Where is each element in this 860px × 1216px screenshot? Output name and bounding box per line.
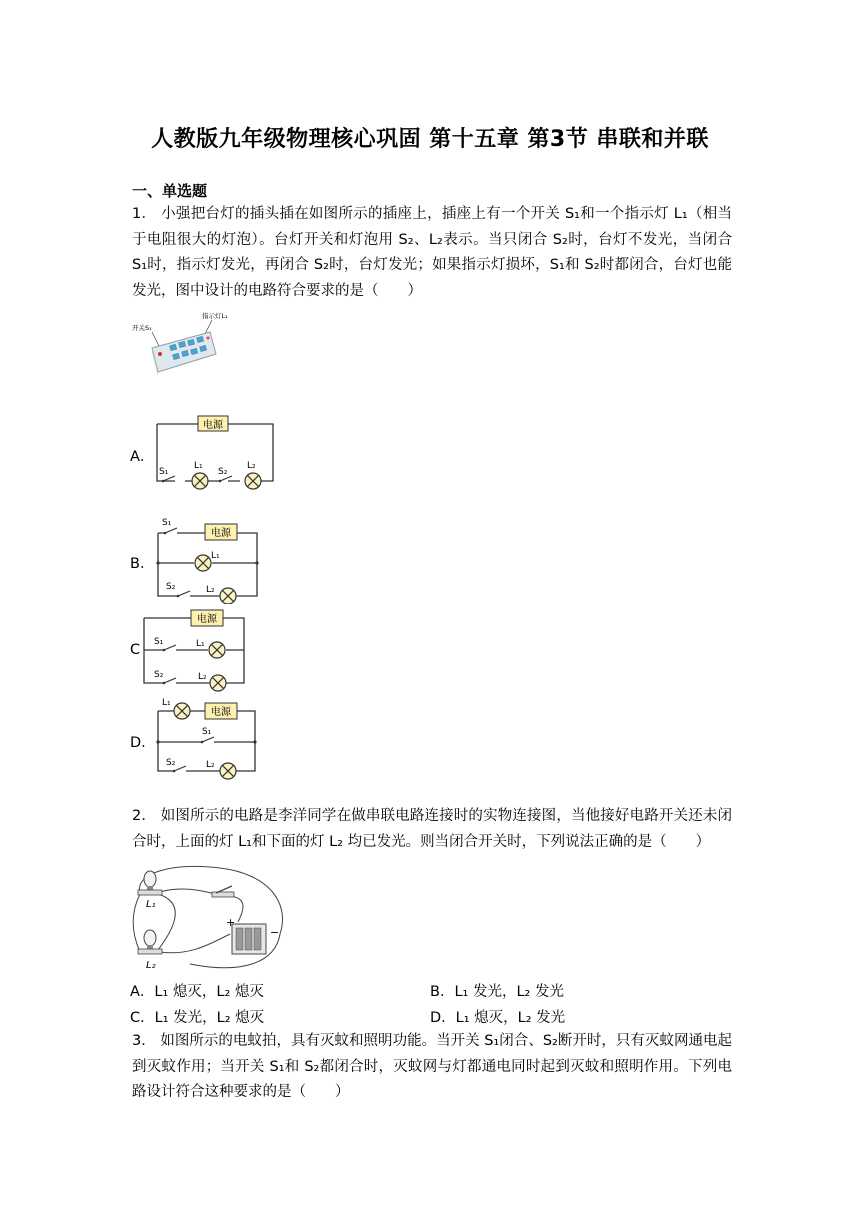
battery-minus-label: − [270, 926, 280, 939]
switch-s1-label: S₁ [159, 467, 169, 477]
power-source-label: 电源 [211, 707, 231, 718]
switch-s2-icon [177, 591, 190, 597]
lamp-l1-icon [209, 642, 225, 658]
switch-s1-icon [163, 645, 176, 651]
battery-plus-label: + [226, 916, 236, 929]
switch-icon [212, 886, 234, 897]
circuit-option-b [150, 512, 262, 604]
question-1-text: 1． 小强把台灯的插头插在如图所示的插座上，插座上有一个开关 S₁和一个指示灯 L₁（相当于电阻很大的灯泡）。台灯开关和灯泡用 S₂、L₂表示。当只闭合 S₂时，台灯不发光，当闭合 S₁时，指示灯发光，再闭合 S₂时，台灯发光；如果指示灯损坏，S₁和 S₂时都闭合，台灯也能发光，图中设计的电路符合要求的是（ ） [132, 206, 732, 299]
switch-s2-label: S₂ [166, 582, 176, 592]
power-strip-figure [130, 308, 230, 378]
bulb-l1-label: L₁ [146, 899, 156, 910]
circuit-option-d [150, 694, 262, 780]
switch-s2-label: S₂ [218, 467, 228, 477]
switch-s1-label: S₁ [154, 637, 164, 647]
lamp-l1-icon [195, 555, 211, 571]
circuit-option-a [150, 412, 280, 494]
power-source-label: 电源 [211, 528, 231, 539]
section-heading: 一、单选题 [132, 182, 208, 200]
option-d-label: D． [130, 735, 156, 751]
lamp-l1-label: L₁ [194, 461, 203, 471]
switch-s1-icon [201, 737, 214, 743]
switch-s1-icon [158, 352, 162, 356]
lamp-l2-icon [245, 473, 261, 489]
lamp-l2-icon [220, 588, 236, 604]
lamp-l1-label: L₁ [162, 698, 171, 708]
lamp-l2-label: L₂ [206, 760, 215, 770]
lamp-l1-icon [174, 703, 190, 719]
question-3-text: 3． 如图所示的电蚊拍，具有灭蚊和照明功能。当开关 S₁闭合、S₂断开时，只有灭蚊网通电起到灭蚊作用；当开关 S₁和 S₂都闭合时，灭蚊网与灯都通电同时起到灭蚊和照明作用。下列电路设计符合这种要求的是（ ） [132, 1033, 732, 1100]
lamp-l2-label: L₂ [206, 585, 215, 595]
option-b-label: B． [130, 556, 155, 572]
lamp-l2-label: L₂ [247, 461, 256, 471]
lamp-l1-icon [192, 473, 208, 489]
lamp-l2-icon [220, 763, 236, 779]
switch-s1-label: S₁ [202, 727, 212, 737]
q2-option-c[interactable]: C．L₁ 发光，L₂ 熄灭 [130, 1010, 265, 1026]
q2-option-d[interactable]: D．L₁ 熄灭，L₂ 发光 [430, 1010, 566, 1026]
switch-s2-icon [163, 678, 176, 684]
option-c-label: C [130, 642, 141, 658]
bulb-l1-icon [138, 871, 162, 895]
bulb-l2-label: L₂ [146, 960, 156, 971]
circuit-option-c [140, 604, 250, 696]
power-strip-icon [152, 332, 216, 376]
lamp-l1-label: L₁ [196, 639, 205, 649]
power-source-label: 电源 [197, 614, 217, 625]
page-title: 人教版九年级物理核心巩固 第十五章 第3节 串联和并联 [151, 127, 709, 152]
battery-box-icon [232, 924, 266, 954]
option-a-label: A． [130, 449, 155, 465]
switch-s1-label: S₁ [162, 518, 172, 528]
switch-s2-label: S₂ [154, 670, 164, 680]
physical-circuit-figure [130, 864, 290, 974]
switch-s2-label: S₂ [166, 758, 176, 768]
switch-s1-icon [164, 528, 177, 534]
lamp-l2-label: L₂ [198, 672, 207, 682]
bulb-l2-icon [138, 930, 162, 954]
indicator-light-icon [207, 337, 210, 340]
lamp-l1-label: L₁ [211, 551, 220, 561]
lamp-l2-icon [210, 675, 226, 691]
q2-option-b[interactable]: B．L₁ 发光，L₂ 发光 [430, 984, 564, 1000]
power-source-label: 电源 [203, 420, 223, 431]
indicator-l1-caption: 指示灯L₁ [202, 312, 228, 320]
question-2-text: 2． 如图所示的电路是李洋同学在做串联电路连接时的实物连接图，当他接好电路开关还未闭合时，上面的灯 L₁和下面的灯 L₂ 均已发光。则当闭合开关时，下列说法正确的是（ ） [132, 808, 732, 850]
switch-s1-caption: 开关S₁ [132, 324, 152, 332]
q2-option-a[interactable]: A．L₁ 熄灭，L₂ 熄灭 [130, 984, 264, 1000]
